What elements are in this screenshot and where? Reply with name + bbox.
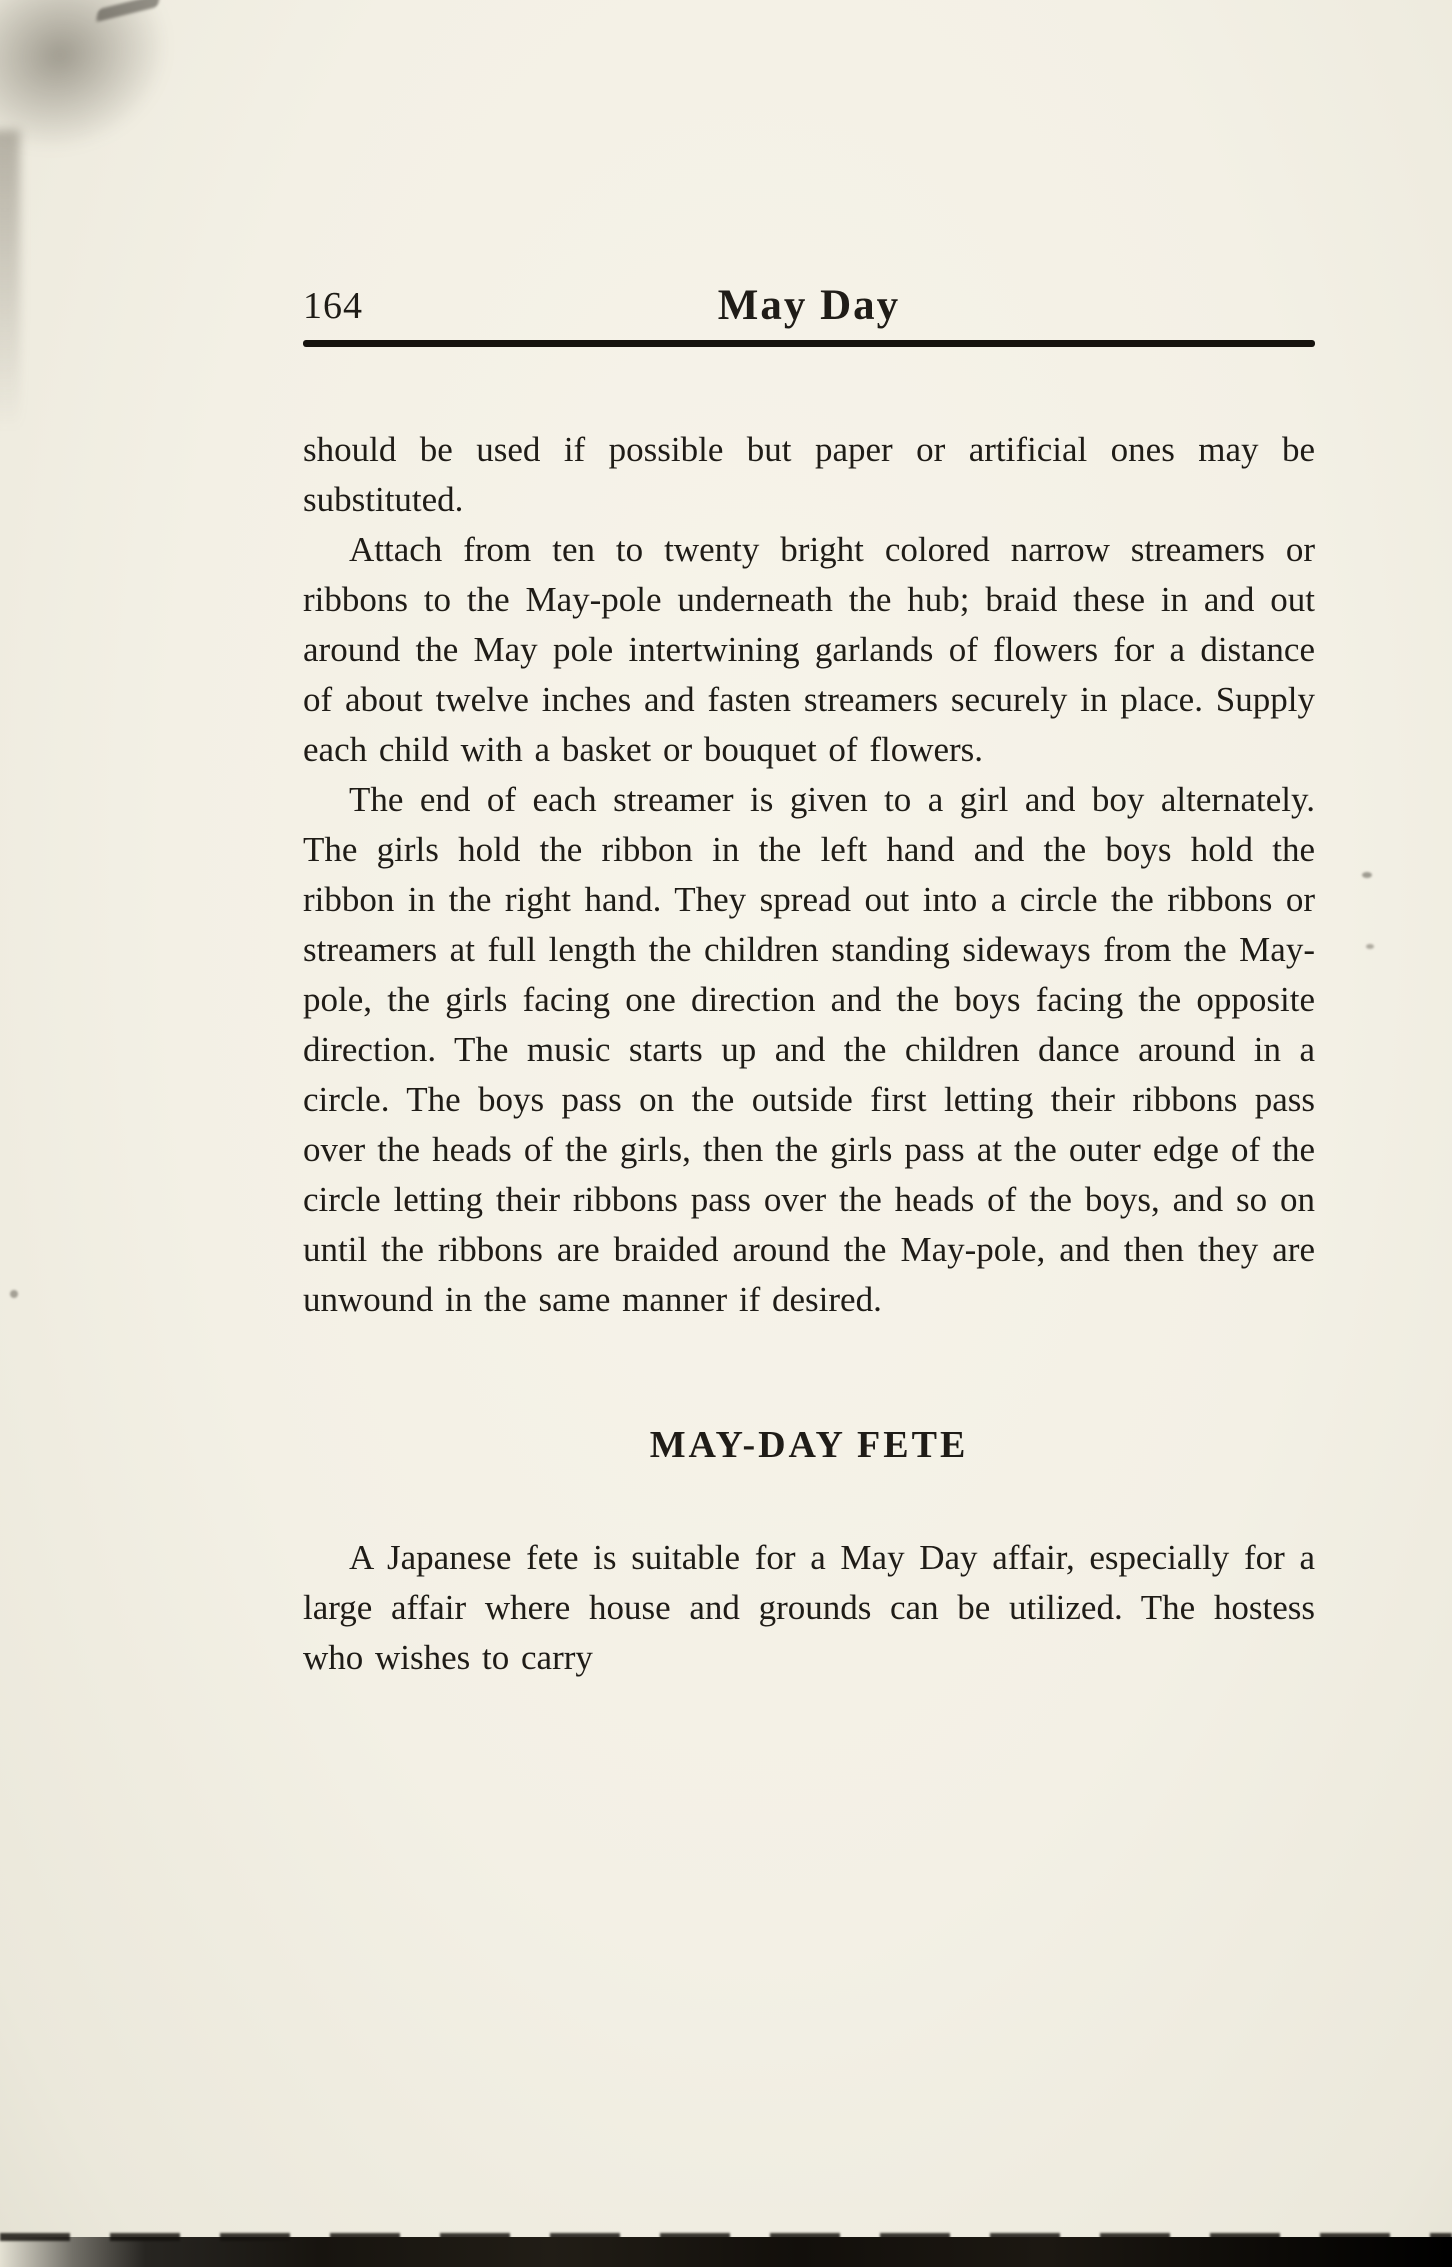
scan-smudge-top-left — [0, 0, 194, 179]
scan-speck-right — [1366, 944, 1374, 949]
body-paragraph: should be used if possible but paper or artificial ones may be substituted. — [303, 430, 1315, 519]
scan-speck-left — [10, 1290, 18, 1298]
header-rule — [303, 340, 1315, 347]
running-header — [303, 260, 1315, 340]
body-paragraph: Attach from ten to twenty bright colored narrow streamers or ribbons to the May-pole underneath the hub; braid these in and out around the May pole intertwining garlands of flowers for a distance of about twelve inches and fasten streamers securely in place. Supply each child with a basket or bouquet of flowers. — [303, 530, 1315, 769]
scan-streak-left-edge — [0, 130, 20, 430]
body-paragraph: The end of each streamer is given to a girl and boy alternately. The girls hold the ribbon in the left hand and the boys hold the ribbon in the right hand. They spread out into a circle the ribbons or streamers at full length the children standing sideways from the May-pole, the girls facing one direction and the boys facing the opposite direction. The music starts up and the children dance around in a circle. The boys pass on the outside first letting their ribbons pass over the heads of the girls, then the girls pass at the outer edge of the circle letting their ribbons pass over the heads of the boys, and so on until the ribbons are braided around the May-pole, and then they are unwound in the same manner if desired. — [303, 780, 1315, 1319]
section-paragraph: A Japanese fete is suitable for a May Day affair, especially for a large affair where house and grounds can be utilized. The hostess who wishes to carry — [303, 1538, 1315, 1677]
page-number: 164 — [303, 285, 363, 327]
running-header-title: May Day — [717, 282, 901, 329]
section-heading: MAY-DAY FETE — [649, 1424, 969, 1466]
page-content — [303, 260, 1315, 1683]
text-block — [303, 425, 1315, 1683]
scan-bottom-band — [0, 2237, 1452, 2267]
scan-speck-right — [1362, 872, 1372, 878]
